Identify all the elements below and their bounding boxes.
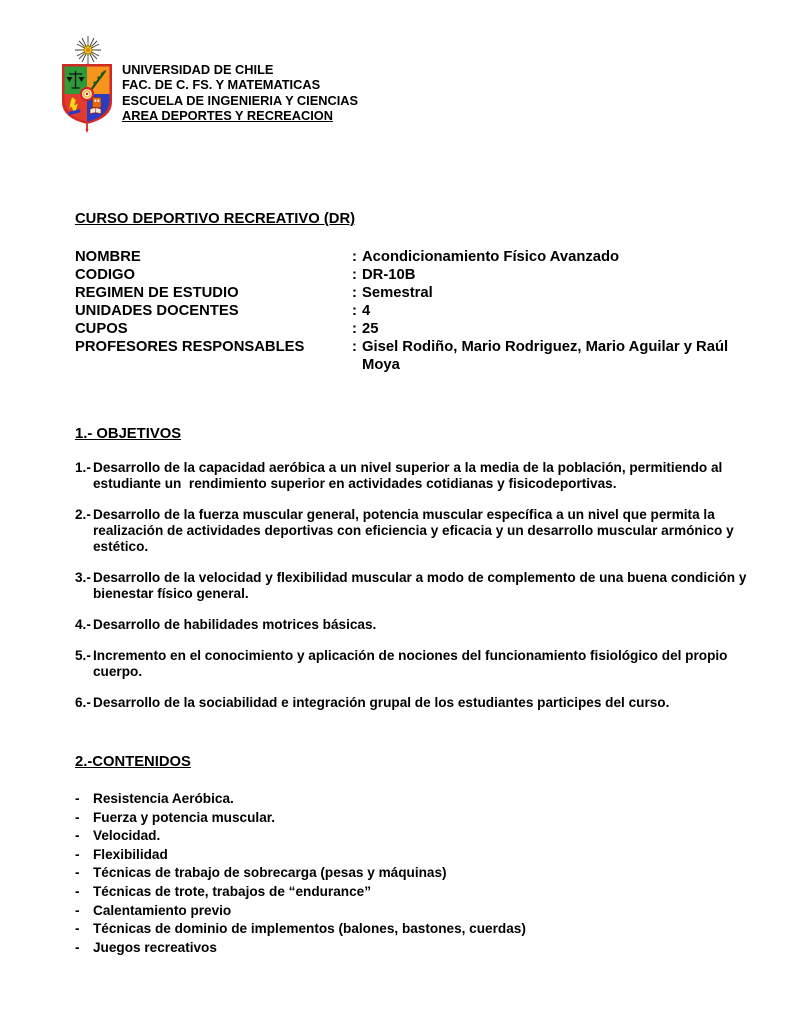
list-item	[75, 883, 755, 902]
list-item	[75, 809, 755, 828]
info-value-text: Gisel Rodiño, Mario Rodriguez, Mario Aguilar y Raúl Moya	[362, 339, 729, 373]
list-item	[75, 648, 755, 680]
info-label: PROFESORES RESPONSABLES	[75, 339, 305, 355]
list-item	[75, 920, 755, 939]
info-label: NOMBRE	[75, 249, 141, 265]
item-number: 6.-	[75, 695, 91, 710]
info-value	[352, 302, 755, 320]
info-value	[352, 248, 755, 266]
list-item	[75, 790, 755, 809]
list-item	[75, 827, 755, 846]
course-info-table	[75, 248, 755, 374]
info-value	[352, 338, 755, 374]
item-text: Resistencia Aeróbica.	[93, 791, 234, 806]
item-number: 5.-	[75, 648, 91, 663]
item-text: Calentamiento previo	[93, 902, 232, 918]
item-text: Desarrollo de habilidades motrices básicas.	[93, 617, 377, 632]
bullet-dash: -	[75, 828, 80, 844]
item-text: Incremento en el conocimiento y aplicación de nociones del funcionamiento fisiológico del propio cuerpo.	[93, 648, 732, 679]
item-text: Fuerza y potencia muscular.	[93, 809, 276, 825]
info-value	[352, 284, 755, 302]
colon-separator: :	[352, 321, 357, 337]
contenidos-list	[75, 790, 755, 957]
org-line-faculty: FAC. DE C. FS. Y MATEMATICAS	[122, 77, 321, 93]
info-row-regimen	[75, 284, 755, 302]
document-body	[75, 211, 755, 957]
bullet-dash: -	[75, 809, 80, 825]
list-item	[75, 846, 755, 865]
info-row-nombre	[75, 248, 755, 266]
item-text: Técnicas de trote, trabajos de “endurance”	[93, 883, 372, 899]
item-number: 1.-	[75, 460, 91, 475]
info-value	[352, 320, 755, 338]
crest-tail-point	[85, 129, 88, 133]
info-label: REGIMEN DE ESTUDIO	[75, 285, 239, 301]
item-number: 2.-	[75, 507, 91, 522]
crest-star-center	[86, 48, 90, 52]
org-line-school: ESCUELA DE INGENIERIA Y CIENCIAS	[122, 92, 359, 108]
item-text: Desarrollo de la fuerza muscular general, potencia muscular específica a un nivel que permita la realización de actividades deportivas con eficiencia y eficacia y un desarrollo muscular armónico y estético.	[93, 507, 738, 554]
item-text: Técnicas de dominio de implementos (balones, bastones, cuerdas)	[93, 921, 526, 937]
list-item	[75, 507, 755, 555]
colon-separator: :	[352, 285, 357, 301]
page-title: CURSO DEPORTIVO RECREATIVO (DR)	[75, 211, 356, 227]
info-row-unidades	[75, 302, 755, 320]
item-text: Desarrollo de la sociabilidad e integración grupal de los estudiantes participes del curso.	[93, 695, 670, 710]
colon-separator: :	[352, 267, 357, 283]
item-text: Técnicas de trabajo de sobrecarga (pesas y máquinas)	[93, 865, 447, 881]
bullet-dash: -	[75, 939, 80, 955]
org-line-university: UNIVERSIDAD DE CHILE	[122, 62, 274, 77]
organization-header	[122, 62, 358, 123]
bullet-dash: -	[75, 846, 80, 862]
org-line-area: AREA DEPORTES Y RECREACION	[122, 107, 333, 123]
section-heading-contenidos: 2.-CONTENIDOS	[75, 754, 191, 770]
bullet-dash: -	[75, 791, 80, 806]
objetivos-list	[75, 460, 755, 711]
item-number: 3.-	[75, 570, 91, 585]
list-item	[75, 939, 755, 958]
list-item	[75, 617, 755, 633]
info-label: UNIDADES DOCENTES	[75, 303, 239, 319]
info-value-text: 4	[362, 303, 371, 319]
info-value	[352, 266, 755, 284]
info-value-text: Acondicionamiento Físico Avanzado	[362, 249, 620, 265]
info-label: CUPOS	[75, 321, 128, 337]
item-text: Juegos recreativos	[93, 939, 217, 955]
crest-medallion-icon	[81, 88, 93, 100]
colon-separator: :	[352, 339, 357, 355]
info-value-text: Semestral	[362, 285, 433, 301]
bullet-dash: -	[75, 902, 80, 918]
list-item	[75, 695, 755, 711]
item-text: Desarrollo de la capacidad aeróbica a un nivel superior a la media de la población, permitiendo al estudiante un rendimiento superior en actividades cotidianas y fisicodeportivas.	[93, 460, 727, 491]
list-item	[75, 570, 755, 602]
info-row-profesores	[75, 338, 755, 374]
university-crest-icon	[55, 34, 115, 136]
item-text: Desarrollo de la velocidad y flexibilidad muscular a modo de complemento de una buena condición y bienestar físico general.	[93, 570, 751, 601]
bullet-dash: -	[75, 865, 80, 881]
colon-separator: :	[352, 303, 357, 319]
bullet-dash: -	[75, 883, 80, 899]
info-value-text: DR-10B	[362, 267, 416, 283]
bullet-dash: -	[75, 921, 80, 937]
item-text: Flexibilidad	[93, 846, 168, 862]
colon-separator: :	[352, 249, 357, 265]
item-number: 4.-	[75, 617, 91, 632]
info-label: CODIGO	[75, 267, 136, 283]
info-row-cupos	[75, 320, 755, 338]
section-heading-objetivos: 1.- OBJETIVOS	[75, 426, 182, 442]
list-item	[75, 902, 755, 921]
item-text: Velocidad.	[93, 828, 161, 844]
info-row-codigo	[75, 266, 755, 284]
list-item	[75, 864, 755, 883]
info-value-text: 25	[362, 321, 379, 337]
list-item	[75, 460, 755, 492]
